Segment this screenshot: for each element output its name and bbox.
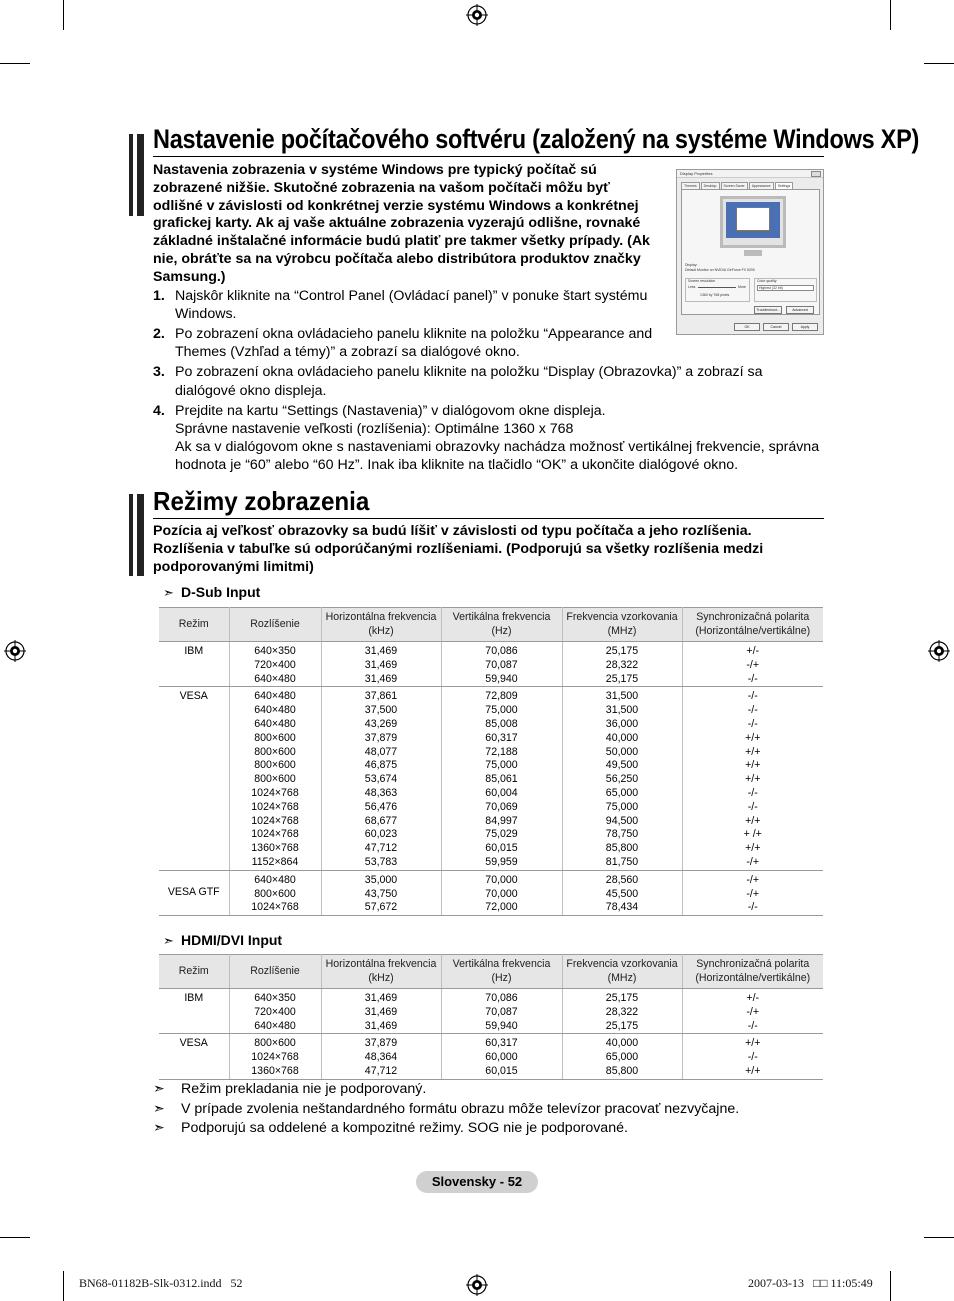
sync-polarity-cell (682, 989, 823, 1034)
h-frequency-value: 53,674 (364, 773, 398, 786)
pixel-clock-value: 25,175 (605, 992, 639, 1004)
table-row (159, 870, 823, 915)
col-header-pixel-clock: Frekvencia vzorkovania (MHz) (562, 955, 682, 989)
v-frequency-value: 72,188 (485, 745, 518, 758)
display-label: Display: (685, 263, 698, 267)
title-underline (153, 156, 824, 157)
arrow-icon: ➣ (153, 1119, 165, 1136)
h-frequency-value: 43,750 (364, 887, 398, 900)
sync-polarity-value: -/- (747, 704, 758, 717)
col-header-mode: Režim (159, 955, 229, 989)
resolution-value: 800×600 (254, 731, 296, 744)
sync-polarity-value: +/+ (745, 731, 761, 744)
resolution-value: 640×480 (254, 1019, 296, 1032)
section-title-software: Nastavenie počítačového softvéru (založený na systéme Windows XP) (153, 124, 920, 154)
pixel-clock-value: 25,175 (605, 1019, 639, 1032)
v-frequency-value: 70,086 (485, 645, 518, 657)
h-frequency-value: 31,469 (364, 672, 398, 685)
window-titlebar (677, 170, 823, 178)
sync-polarity-value: +/+ (745, 1037, 761, 1050)
step-text: Najskôr kliknite na “Control Panel (Ovládací panel)” v ponuke štart systému Windows. (175, 288, 648, 323)
registration-mark-icon (466, 1274, 488, 1296)
tab-settings: Settings (775, 182, 794, 189)
resolution-value: 640×480 (254, 717, 296, 730)
pixel-clock-value: 65,000 (605, 1051, 639, 1064)
resolution-value: 640×480 (254, 690, 296, 703)
pixel-clock-value: 85,800 (605, 1064, 639, 1077)
pixel-clock-value: 45,500 (605, 887, 639, 900)
h-frequency-value: 31,469 (364, 1005, 398, 1018)
crop-mark (0, 1237, 30, 1238)
pixel-clock-value: 94,500 (605, 814, 639, 827)
pixel-clock-value: 36,000 (605, 717, 639, 730)
pixel-clock-cell (562, 989, 682, 1034)
pixel-clock-cell (562, 1034, 682, 1079)
troubleshoot-button: Troubleshoot... (754, 306, 782, 314)
resolution-value: 800×600 (254, 1037, 296, 1050)
resolution-value: 1024×768 (251, 800, 299, 813)
h-frequency-value: 43,269 (364, 717, 398, 730)
registration-mark-icon (4, 640, 26, 662)
mode-cell: VESA (159, 1034, 229, 1079)
h-frequency-value: 37,879 (364, 1037, 398, 1050)
pixel-clock-value: 56,250 (605, 773, 639, 786)
step-number: 1. (153, 288, 165, 304)
v-frequency-value: 60,015 (485, 842, 518, 855)
step-list (153, 287, 825, 476)
h-frequency-value: 46,875 (364, 759, 398, 772)
v-frequency-cell (441, 870, 562, 915)
note-item (153, 1080, 739, 1100)
h-frequency-cell (321, 642, 441, 687)
notes-list (153, 1080, 739, 1139)
color-quality-group: Color quality Highest (32 bit) (754, 278, 817, 302)
table-row (159, 642, 823, 687)
note-text: Režim prekladania nie je podporovaný. (181, 1081, 427, 1097)
sync-polarity-value: +/- (746, 992, 760, 1004)
pixel-clock-cell (562, 642, 682, 687)
registration-mark-icon (466, 4, 488, 26)
sync-polarity-value: -/- (747, 786, 758, 799)
pixel-clock-value: 28,322 (605, 1005, 639, 1018)
step-item (153, 363, 825, 400)
dsub-mode-table (159, 607, 823, 916)
resolution-group: Screen resolution Less More 1360 by 768 pixels (685, 278, 750, 302)
h-frequency-value: 31,469 (364, 658, 398, 671)
note-text: Podporujú sa oddelené a kompozitné režimy. SOG nie je podporované. (181, 1120, 628, 1137)
step-text: Po zobrazení okna ovládacieho panelu kliknite na položku “Appearance and Themes (Vzhľad a témy)” a zobrazí sa dialógové okno. (175, 326, 653, 361)
sync-polarity-value: -/- (747, 901, 758, 914)
note-text: V prípade zvolenia neštandardného formátu obrazu môže televízor pracovať nezvyčajne. (181, 1100, 740, 1117)
v-frequency-value: 75,000 (485, 704, 518, 717)
hdmi-mode-table (159, 954, 823, 1080)
pixel-clock-value: 28,560 (605, 873, 639, 886)
table-row (159, 989, 823, 1034)
col-header-vfreq: Vertikálna frekvencia (Hz) (441, 955, 562, 989)
resolution-value: 640×350 (254, 992, 296, 1004)
tab-appearance: Appearance (749, 182, 774, 189)
page-number-badge: Slovensky - 52 (416, 1171, 538, 1193)
pixel-clock-value: 81,750 (605, 855, 639, 868)
col-header-sync-polarity: Synchronizačná polarita (Horizontálne/vertikálne) (682, 955, 823, 989)
pixel-clock-value: 85,800 (605, 842, 639, 855)
resolution-value: 720×400 (254, 658, 296, 671)
pixel-clock-value: 49,500 (605, 759, 639, 772)
step-item (153, 287, 825, 324)
col-header-sync-polarity: Synchronizačná polarita (Horizontálne/vertikálne) (682, 608, 823, 642)
v-frequency-value: 60,015 (485, 1064, 518, 1077)
arrow-icon: ➣ (163, 933, 174, 948)
sync-polarity-cell (682, 687, 823, 870)
resolution-value: 1360×768 (251, 842, 299, 855)
crop-mark (924, 1237, 954, 1238)
arrow-icon: ➣ (153, 1080, 165, 1096)
v-frequency-cell (441, 687, 562, 870)
h-frequency-value: 31,469 (364, 992, 398, 1004)
step-text: Správne nastavenie veľkosti (rozlíšenia): Optimálne 1360 x 768 (175, 420, 574, 437)
sync-polarity-value: +/+ (745, 773, 761, 786)
v-frequency-value: 85,061 (485, 773, 518, 786)
v-frequency-value: 59,959 (485, 855, 518, 868)
table-row (159, 687, 823, 870)
apply-button: Apply (792, 323, 818, 331)
color-quality-select: Highest (32 bit) (757, 285, 814, 291)
v-frequency-cell (441, 989, 562, 1034)
resolution-cell (229, 642, 321, 687)
mode-cell: IBM (159, 642, 229, 687)
resolution-value: 1024×768 (251, 786, 299, 799)
sync-polarity-value: +/+ (745, 1064, 761, 1077)
table-row (159, 1034, 823, 1079)
col-header-vfreq: Vertikálna frekvencia (Hz) (441, 608, 562, 642)
v-frequency-value: 70,000 (485, 873, 518, 886)
mode-cell: IBM (159, 989, 229, 1034)
pixel-clock-value: 78,434 (605, 901, 639, 914)
h-frequency-cell (321, 1034, 441, 1079)
h-frequency-value: 37,879 (364, 731, 398, 744)
pixel-clock-value: 31,500 (605, 690, 639, 703)
resolution-cell (229, 1034, 321, 1079)
sync-polarity-value: + /+ (743, 828, 762, 841)
v-frequency-value: 85,008 (485, 717, 518, 730)
pixel-clock-value: 28,322 (605, 658, 639, 671)
step-number: 2. (153, 326, 165, 343)
h-frequency-value: 57,672 (364, 901, 398, 914)
crop-mark (924, 63, 954, 64)
col-header-pixel-clock: Frekvencia vzorkovania (MHz) (562, 608, 682, 642)
tab-themes: Themes (681, 182, 700, 189)
pixel-clock-value: 78,750 (605, 828, 639, 841)
arrow-icon: ➣ (163, 585, 174, 600)
resolution-value: 720×400 (254, 1005, 296, 1018)
sync-polarity-value: -/- (747, 672, 758, 685)
file-slug: BN68-01182B-Slk-0312.indd 52 (79, 1276, 243, 1290)
sync-polarity-value: -/- (747, 717, 758, 730)
resolution-cell (229, 687, 321, 870)
title-underline (153, 518, 824, 519)
h-frequency-value: 48,364 (364, 1051, 398, 1064)
pixel-clock-cell (562, 870, 682, 915)
v-frequency-value: 60,000 (485, 1051, 518, 1064)
sync-polarity-value: +/+ (745, 842, 761, 855)
step-number: 4. (153, 402, 165, 419)
h-frequency-value: 48,077 (364, 745, 398, 758)
note-item (153, 1119, 739, 1139)
step-item (153, 325, 825, 362)
resolution-value: 1152×864 (251, 855, 299, 868)
mode-cell: VESA (159, 687, 229, 870)
date-slug: 2007-03-13 □□ 11:05:49 (748, 1276, 873, 1290)
resolution-value: 1024×768 (251, 828, 299, 841)
v-frequency-value: 59,940 (485, 1019, 518, 1032)
sync-polarity-value: -/- (747, 690, 758, 703)
resolution-cell (229, 870, 321, 915)
arrow-icon: ➣ (153, 1099, 165, 1116)
display-modes-intro: Pozícia aj veľkosť obrazovky sa budú líšiť v závislosti od typu počítača a jeho rozlíšenia. Rozlíšenia v tabuľke sú odporúčanými rozlíšeniami. (Podporujú sa všetky rozlíšenia medzi podporovanými limitmi) (153, 523, 764, 575)
h-frequency-value: 53,783 (364, 855, 398, 868)
monitor-icon (720, 196, 786, 248)
pixel-clock-value: 40,000 (605, 731, 639, 744)
hdmi-heading (163, 932, 282, 949)
crop-mark (0, 63, 30, 64)
resolution-value: 640×480 (254, 873, 296, 886)
software-intro: Nastavenia zobrazenia v systéme Windows pre typický počítač sú zobrazené nižšie. Skutočné zobrazenia na vašom počítači môžu byť odlišné v závislosti od konkrétnej verzie systému Windows a konkrétnej grafickej karty. Ak aj vaše aktuálne zobrazenia vyzerajú odlišne, rovnaké základné inštalačné informácie budú platiť pre takmer všetky prípady. (Ak nie, obráťte sa na výrobcu počítača alebo distribútora produktov značky Samsung.) (153, 162, 650, 285)
dsub-label: D-Sub Input (181, 584, 261, 600)
window-title: Display Properties (680, 171, 713, 176)
resolution-value: 1360×768 (251, 1064, 299, 1077)
resolution-value: 640×350 (254, 645, 296, 657)
dialog-tabs (681, 182, 793, 189)
h-frequency-value: 47,712 (364, 1064, 398, 1077)
sync-polarity-value: +/+ (745, 745, 761, 758)
sync-polarity-value: -/+ (746, 873, 760, 886)
v-frequency-value: 59,940 (485, 672, 518, 685)
v-frequency-value: 84,997 (485, 814, 518, 827)
registration-mark-icon (928, 640, 950, 662)
cancel-button: Cancel (763, 323, 789, 331)
resolution-value: 1024×768 (251, 901, 299, 914)
h-frequency-cell (321, 989, 441, 1034)
crop-mark (63, 1271, 64, 1301)
display-value: Default Monitor on NVIDIA GeForce FX 5200 (685, 268, 755, 272)
monitor-stand (744, 250, 762, 256)
resolution-value: 800×600 (254, 745, 296, 758)
h-frequency-value: 31,469 (364, 1019, 398, 1032)
close-icon (811, 171, 821, 177)
resolution-value: 1024×768 (251, 814, 299, 827)
h-frequency-value: 60,023 (364, 828, 398, 841)
v-frequency-value: 60,317 (485, 1037, 518, 1050)
col-header-resolution: Rozlíšenie (229, 608, 321, 642)
section-marker-bar (129, 494, 133, 576)
pixel-clock-value: 40,000 (605, 1037, 639, 1050)
resolution-value: 640×480 (254, 672, 296, 685)
resolution-value: 800×600 (254, 773, 296, 786)
sync-polarity-cell (682, 1034, 823, 1079)
h-frequency-value: 68,677 (364, 814, 398, 827)
crop-mark (63, 0, 64, 30)
pixel-clock-cell (562, 687, 682, 870)
pixel-clock-value: 50,000 (605, 745, 639, 758)
sync-polarity-value: -/+ (746, 1005, 760, 1018)
resolution-cell (229, 989, 321, 1034)
v-frequency-value: 70,000 (485, 887, 518, 900)
v-frequency-value: 70,086 (485, 992, 518, 1004)
col-header-hfreq: Horizontálna frekvencia (kHz) (321, 608, 441, 642)
sync-polarity-value: -/+ (746, 887, 760, 900)
sync-polarity-value: -/- (747, 1051, 758, 1064)
tab-screen-saver: Screen Saver (721, 182, 748, 189)
advanced-button: Advanced (786, 306, 814, 314)
sync-polarity-value: +/+ (745, 814, 761, 827)
step-text: Ak sa v dialógovom okne s nastaveniami obrazovky nachádza možnosť vertikálnej frekvencie, správna hodnota je “60” alebo “60 Hz”. Inak iba kliknite na tlačidlo “OK” a ukončite dialógové okno. (175, 439, 820, 474)
sync-polarity-value: -/- (747, 1019, 758, 1032)
v-frequency-cell (441, 1034, 562, 1079)
sync-polarity-cell (682, 642, 823, 687)
step-item (153, 402, 825, 475)
crop-mark (890, 1271, 891, 1301)
resolution-value: 640×480 (254, 704, 296, 717)
step-text: Po zobrazení okna ovládacieho panelu kliknite na položku “Display (Obrazovka)” a zobrazí sa dialógové okno displeja. (175, 364, 763, 399)
sync-polarity-cell (682, 870, 823, 915)
h-frequency-cell (321, 687, 441, 870)
h-frequency-value: 47,712 (364, 842, 398, 855)
col-header-resolution: Rozlíšenie (229, 955, 321, 989)
h-frequency-value: 35,000 (364, 873, 398, 886)
pixel-clock-value: 31,500 (605, 704, 639, 717)
section-marker-bar (137, 494, 144, 576)
sync-polarity-value: +/- (746, 645, 760, 657)
pixel-clock-value: 25,175 (605, 645, 639, 657)
resolution-value: 1024×768 (251, 1051, 299, 1064)
section-title-display-modes: Režimy zobrazenia (153, 486, 370, 516)
v-frequency-value: 72,000 (485, 901, 518, 914)
v-frequency-value: 75,000 (485, 759, 518, 772)
col-header-hfreq: Horizontálna frekvencia (kHz) (321, 955, 441, 989)
h-frequency-value: 37,861 (364, 690, 398, 703)
h-frequency-value: 48,363 (364, 786, 398, 799)
pixel-clock-value: 65,000 (605, 786, 639, 799)
sync-polarity-value: -/+ (746, 855, 760, 868)
h-frequency-value: 31,469 (364, 645, 398, 657)
v-frequency-value: 75,029 (485, 828, 518, 841)
v-frequency-value: 72,809 (485, 690, 518, 703)
v-frequency-value: 60,004 (485, 786, 518, 799)
tab-desktop: Desktop (701, 182, 720, 189)
note-item (153, 1100, 739, 1120)
section-marker-bar (129, 134, 133, 216)
v-frequency-cell (441, 642, 562, 687)
section-marker-bar (137, 134, 144, 216)
ok-button: OK (734, 323, 760, 331)
mode-cell: VESA GTF (159, 870, 229, 915)
step-number: 3. (153, 364, 165, 381)
sync-polarity-value: -/+ (746, 658, 760, 671)
v-frequency-value: 60,317 (485, 731, 518, 744)
dsub-heading (163, 584, 260, 601)
h-frequency-cell (321, 870, 441, 915)
crop-mark (890, 0, 891, 30)
col-header-mode: Režim (159, 608, 229, 642)
hdmi-label: HDMI/DVI Input (181, 932, 283, 948)
h-frequency-value: 56,476 (364, 800, 398, 813)
sync-polarity-value: +/+ (745, 759, 761, 772)
v-frequency-value: 70,087 (485, 658, 518, 671)
pixel-clock-value: 25,175 (605, 672, 639, 685)
resolution-value: 800×600 (254, 759, 296, 772)
resolution-value: 800×600 (254, 887, 296, 900)
step-text: Prejdite na kartu “Settings (Nastavenia)” v dialógovom okne displeja. (175, 402, 606, 419)
h-frequency-value: 37,500 (364, 704, 398, 717)
sync-polarity-value: -/- (747, 800, 758, 813)
v-frequency-value: 70,069 (485, 800, 518, 813)
v-frequency-value: 70,087 (485, 1005, 518, 1018)
pixel-clock-value: 75,000 (605, 800, 639, 813)
